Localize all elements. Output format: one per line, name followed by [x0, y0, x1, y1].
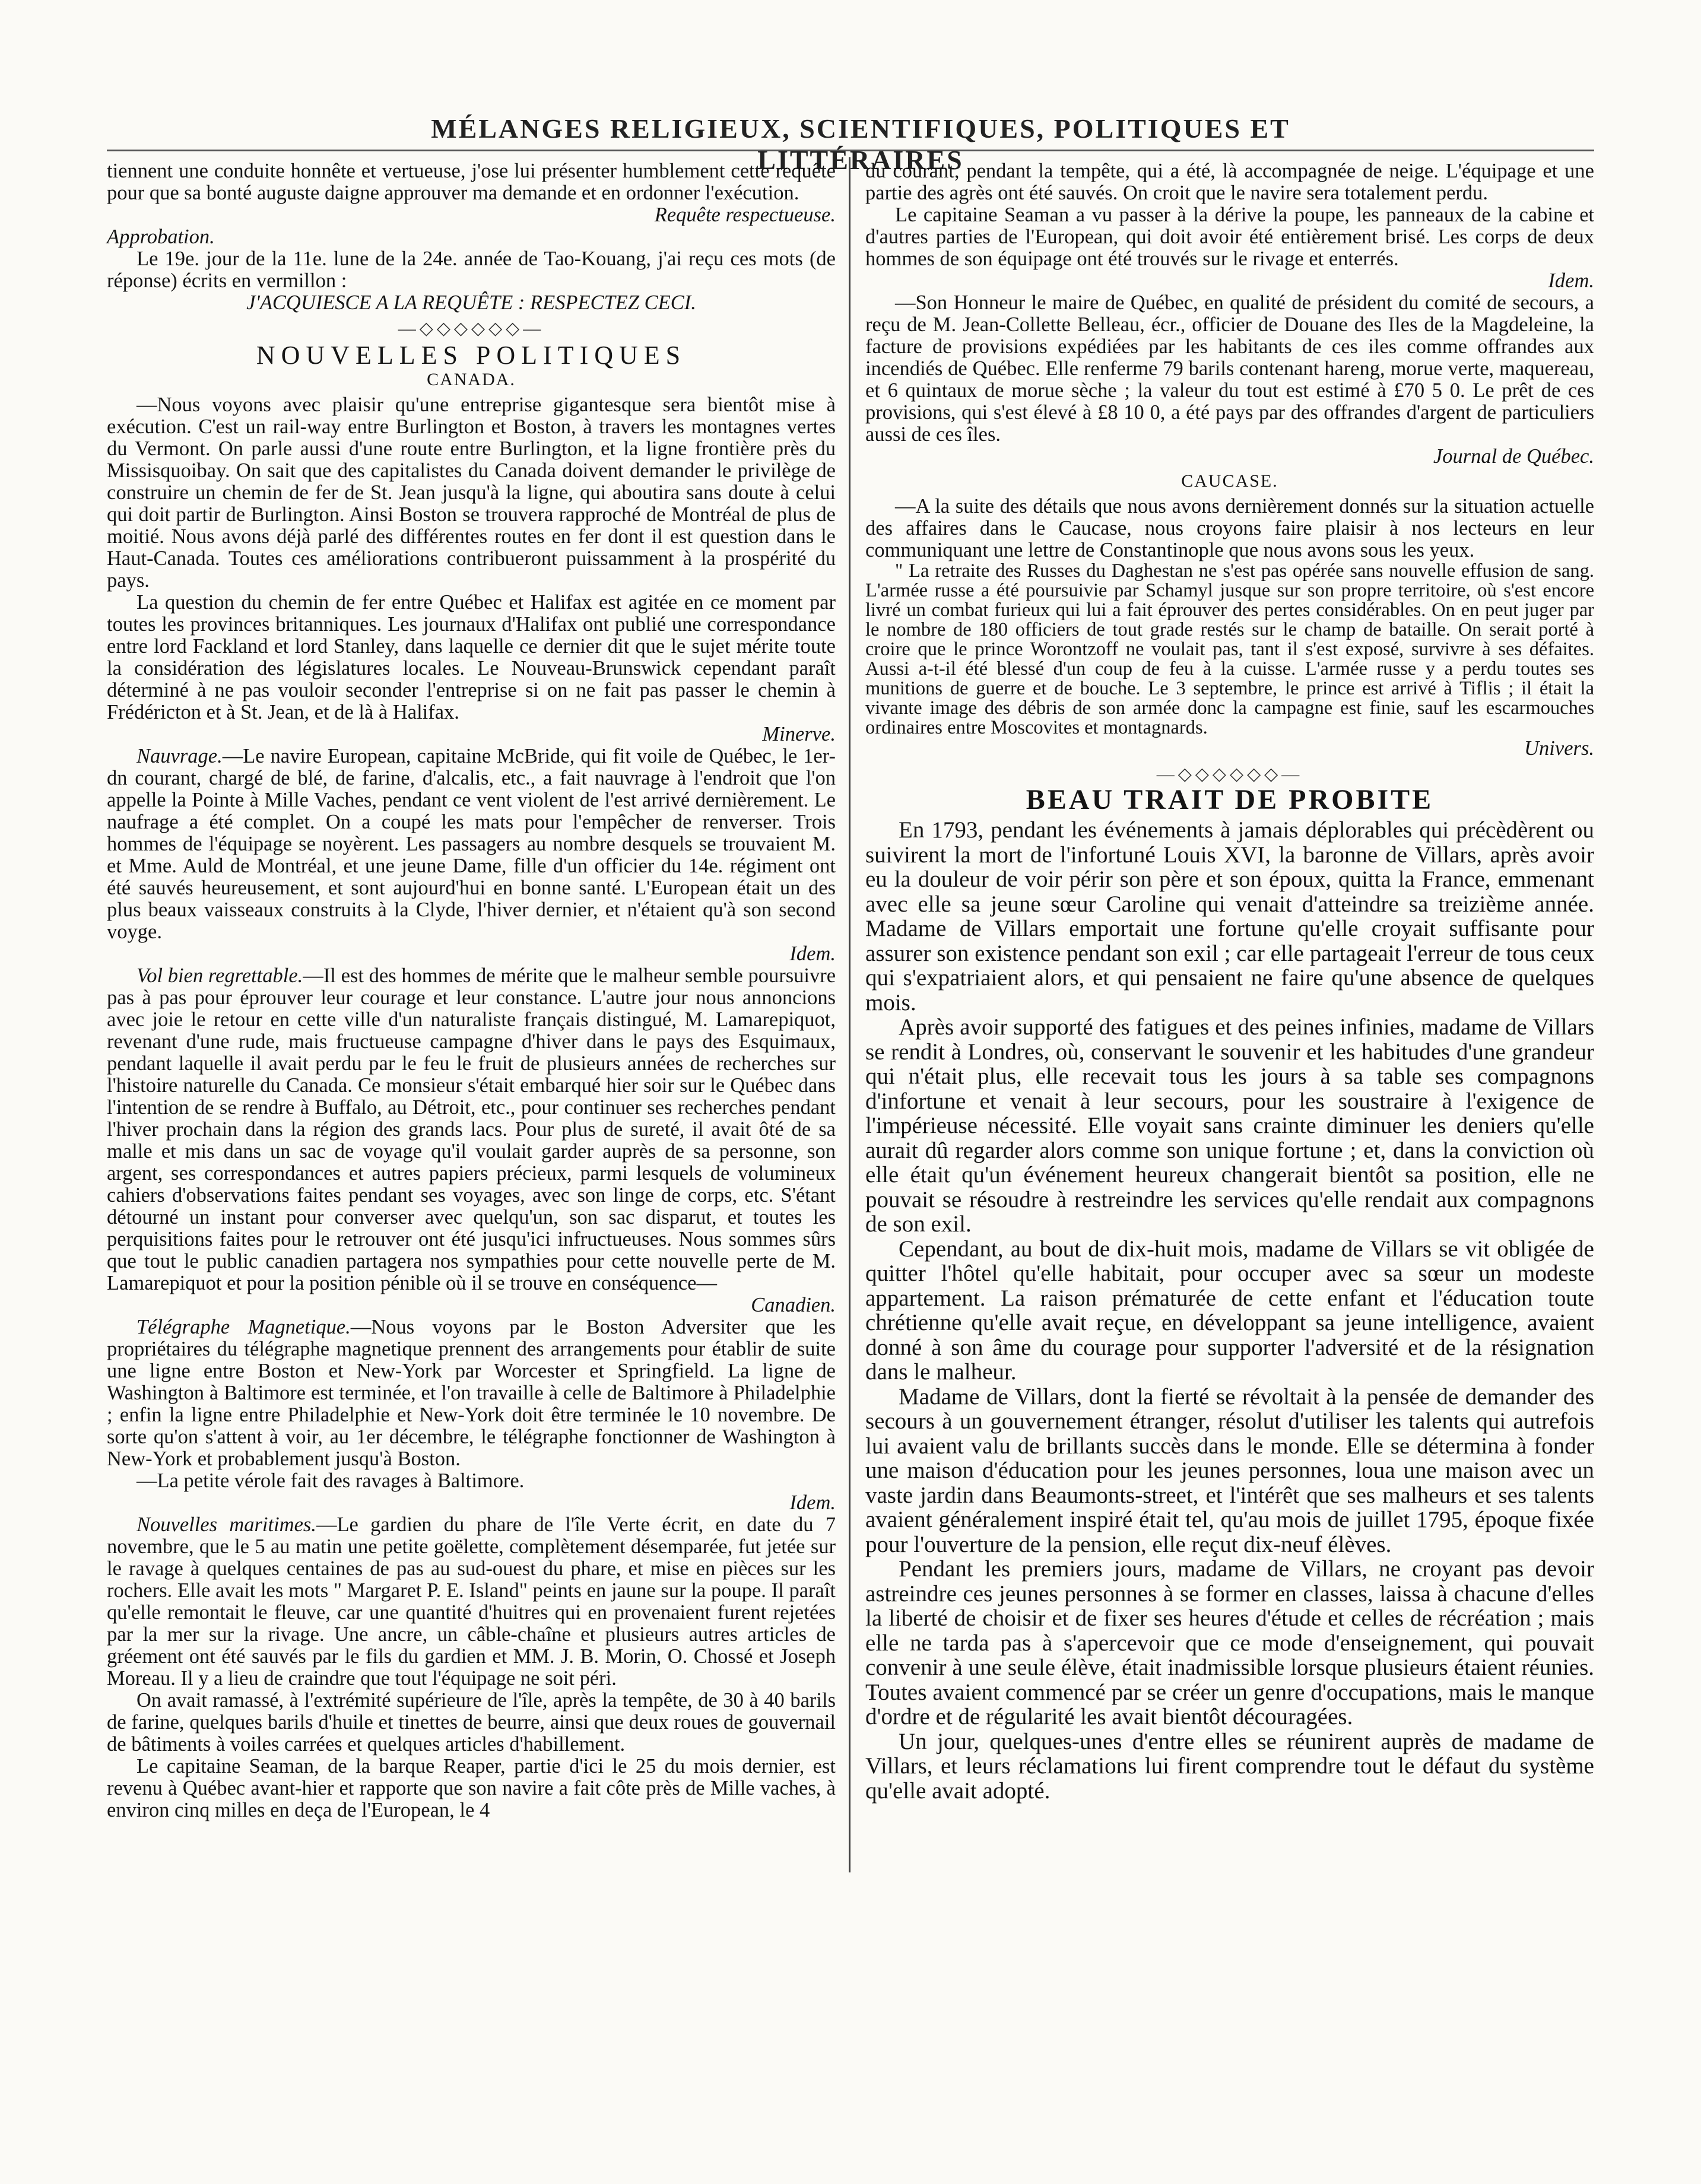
- nauvrage-label: Nauvrage.: [137, 745, 223, 767]
- article-halifax-source: Minerve.: [762, 723, 836, 745]
- article-nauvrage: [107, 745, 836, 943]
- article-caucase: —A la suite des détails que nous avons dernièrement donnés sur la situation actuelle des affaires dans le Caucase, nous croyons faire plaisir à nos lecteurs en leur communiquant une lettre de Constantinople que nous avons sous les yeux.: [865, 495, 1594, 561]
- story-paragraph: Cependant, au bout de dix-huit mois, madame de Villars se vit obligée de quitter l'hôtel qu'elle habitait, pour occuper avec sa sœur un modeste appartement. La raison prématurée de cette enfant et l'éducation toute chrétienne qu'elle avait reçue, en développant sa jeune intelligence, avaient donné à son âme du courage pour supporter l'adversité et de la résignation dans le malheur.: [865, 1236, 1594, 1385]
- story-title: BEAU TRAIT DE PROBITE: [1026, 784, 1434, 815]
- article-railway: —Nous voyons avec plaisir qu'une entreprise gigantesque sera bientôt mise à exécution. C'est un rail-way entre Burlington et Boston, à travers les montagnes vertes du Vermont. On parle aussi d'une route entre Burlington, et la ligne frontière près du Missisquoibay. On sait que des capitalistes du Canada doivent demander le privilège de construire un chemin de fer de St. Jean jusqu'à la ligne, qui aboutira sans doute à celui qui doit partir de Burlington. Ainsi Boston se trouvera rapproché de Montréal de plus de moitié. Nous avons déjà parlé des différentes routes en fer dont il est question dans le Haut-Canada. Toutes ces améliorations contribueront puissamment à la prospérité du pays.: [107, 393, 836, 592]
- maritimes-label: Nouvelles maritimes.: [137, 1513, 316, 1536]
- article-verole: —La petite vérole fait des ravages à Baltimore.: [137, 1469, 525, 1492]
- nauvrage-text: —Le navire European, capitaine McBride, qui fit voile de Québec, le 1er- dn courant, chargé de blé, de farine, d'alcalis, etc., a fait nauvrage à l'endroit que l'on appelle la Pointe à Mille Vaches, pendant ce vent violent de l'est arrivé dernièrement. Le naufrage a été complet. On a coupé les mats pour l'empêcher de renverser. Trois hommes de l'équipage se noyèrent. Les passagers au nombre desquels se trouvaient M. et Mme. Auld de Montréal, et une jeune Dame, fille d'un officier du 14e. régiment ont été sauvés heureusement, et sont aujourd'hui en bonne santé. L'European était un des plus beaux vaisseaux construits à la Clyde, l'hiver dernier, et n'étaient qu'à son second voyge.: [107, 745, 836, 943]
- ornament-divider: —◇◇◇◇◇◇—: [398, 319, 545, 338]
- column-divider: [849, 157, 850, 1872]
- petition-signature: Requête respectueuse.: [654, 204, 836, 226]
- left-column: [107, 160, 836, 1821]
- seaman-continued: du courant, pendant la tempête, qui a été, là accompagnée de neige. L'équipage et une partie des agrès ont été sauvés. On croit que le navire sera totalement perdu.: [865, 160, 1594, 204]
- article-halifax: La question du chemin de fer entre Québec et Halifax est agitée en ce moment par toutes les provinces britanniques. Les journaux d'Halifax ont publié une correspondance entre lord Fackland et lord Stanley, dans laquelle ce dernier dit que le sujet mérite toute la considération des législatures locales. Le Nouveau-Brunswick cependant paraît déterminé à ne pas vouloir seconder l'entreprise si on ne fait pas passer le chemin à Frédéricton et à St. Jean, et de là à Halifax.: [107, 591, 836, 723]
- header-rule: [107, 150, 1594, 151]
- vol-label: Vol bien regrettable.: [137, 964, 303, 987]
- article-vol: [107, 965, 836, 1294]
- story-paragraph: Pendant les premiers jours, madame de Villars, ne croyant pas devoir astreindre ces jeunes personnes à se former en classes, laissa à chacune d'elles la liberté de choisir et de fixer ses heures d'étude et celles de récréation ; mais elle ne tarda pas à s'apercevoir que ce mode d'enseignement, qui pouvait convenir à une seule élève, était inadmissible lorsque plusieurs étaient réunies. Toutes avaient commencé par se créer un genre d'occupations, mais le manque d'ordre et de régularité les avait bientôt découragées.: [865, 1556, 1594, 1729]
- story-paragraph: Madame de Villars, dont la fierté se révoltait à la pensée de demander des secours à un gouvernement étranger, résolut d'utiliser les talents qui autrefois lui avaient valu de brillants succès dans le monde. Elle se détermina à fonder une maison d'éducation pour les jeunes personnes, loua une maison avec un vaste jardin dans Beaumonts-street, et l'intérêt que ses malheurs et ses talents avaient généralement inspiré était tel, qu'au mois de juillet 1795, époque fixée pour l'ouverture de la pension, elle reçut dix-neuf élèves.: [865, 1383, 1594, 1557]
- section-title: NOUVELLES POLITIQUES: [256, 341, 687, 370]
- seaman-european: Le capitaine Seaman a vu passer à la dérive la poupe, les panneaux de la cabine et d'autres parties de l'European, qui doit avoir été entièrement brisé. Les corps de deux hommes de son équipage ont été trouvés sur le rivage et enterrés.: [865, 204, 1594, 270]
- story-paragraph: En 1793, pendant les événements à jamais déplorables qui précèdèrent ou suivirent la mort de l'infortuné Louis XVI, la baronne de Villars, après avoir eu la douleur de voir périr son père et son époux, quitta la France, emmenant avec elle sa jeune sœur Caroline qui venait d'atteindre sa treizième année. Madame de Villars emportait une fortune qu'elle croyait suffisante pour assurer son existence pendant son exil ; car elle partageait l'erreur de tous ceux qui s'expatriaient alors, et qui pensaient ne faire qu'une absence de quelques mois.: [865, 817, 1594, 1015]
- article-magdeleine: —Son Honneur le maire de Québec, en qualité de président du comité de secours, a reçu de M. Jean-Collette Belleau, écr., officier de Douane des Iles de la Magdeleine, la facture de provisions expédiées par les habitants de ces iles comme offrandes aux incendiés de Québec. Elle renferme 79 barils contenant hareng, morue verte, maquereau, et 6 quintaux de morue sèche ; la valeur du tout est estimé à £70 5 0. Le prêt de ces provisions, qui s'est élevé à £8 10 0, a été pays par des offrandes d'argent de particuliers aussi de ces îles.: [865, 291, 1594, 446]
- petition-end: tiennent une conduite honnête et vertueuse, j'ose lui présenter humblement cette requête pour que sa bonté auguste daigne approuver ma demande et en ordonner l'exécution.: [107, 160, 836, 204]
- maritimes-text: —Le gardien du phare de l'île Verte écrit, en date du 7 novembre, que le 5 au matin une petite goëlette, complètement désemparée, fut jetée sur le ravage à quelques centaines de pas au sud-ouest du phare, et mise en pièces sur les rochers. Elle avait les mots " Margaret P. E. Island" peints en jaune sur la poupe. Il paraît qu'elle remontait le fleuve, car une quantité d'huitres qui en provenaient furent rejetées par la mer sur la rivage. Une ancre, un câble-chaîne et plusieurs autres articles de gréement ont été sauvés par le fils du gardien et MM. J. B. Morin, O. Chossé et Joseph Moreau. Il y a lieu de craindre que tout l'équipage ne soit péri.: [107, 1513, 836, 1690]
- article-maritimes: [107, 1514, 836, 1690]
- story-body: [865, 818, 1594, 1803]
- telegraphe-label: Télégraphe Magnetique.: [137, 1316, 351, 1338]
- subsection-canada: CANADA.: [427, 370, 516, 389]
- article-nauvrage-source: Idem.: [789, 942, 836, 965]
- vol-text: —Il est des hommes de mérite que le malheur semble poursuivre pas à pas pour éprouver leur courage et leur constance. L'autre jour nous annoncions avec joie le retour en cette ville d'un naturaliste français distingué, M. Lamarepiquot, revenant d'une rude, mais fructueuse campagne d'hiver dans le pays des Esquimaux, pendant laquelle il avait perdu par le feu le fruit de plusieurs années de recherches sur l'histoire naturelle du Canada. Ce monsieur s'était embarqué hier soir sur le Québec dans l'intention de se rendre à Buffalo, au Détroit, etc., pour continuer ses recherches pendant l'hiver prochain dans la région des grands lacs. Pour plus de sureté, il avait ôté de sa malle et mis dans un sac de voyage qu'il voulait garder auprès de sa personne, son argent, ses correspondances et autres papiers précieux, parmi lesquels de volumineux cahiers d'observations faites pendant ses voyages, avec son linge de corps, etc. S'étant détourné un instant pour converser avec quelqu'un, son sac disparut, et toutes les perquisitions faites pour le retrouver ont été jusqu'ici infructueuses. Nous sommes sûrs que tout le public canadien partagera nos sympathies pour cette nouvelle perte de M. Lamarepiquot et pour la position pénible où il se trouve en conséquence—: [107, 964, 836, 1294]
- story-paragraph: Un jour, quelques-unes d'entre elles se réunirent auprès de madame de Villars, et leurs réclamations lui firent comprendre tout le défaut du système qu'elle avait adopté.: [865, 1728, 1594, 1804]
- running-title: MÉLANGES RELIGIEUX, SCIENTIFIQUES, POLITIQUES ET LITTÉRAIRES: [431, 113, 1290, 175]
- caucase-source: Univers.: [1524, 737, 1594, 760]
- article-verole-source: Idem.: [789, 1491, 836, 1514]
- right-column: [865, 160, 1594, 1803]
- subsection-caucase: CAUCASE.: [1181, 471, 1278, 491]
- approbation-label: Approbation.: [107, 226, 215, 248]
- approbation-text: Le 19e. jour de la 11e. lune de la 24e. année de Tao-Kouang, j'ai reçu ces mots (de réponse) écrits en vermillon :: [107, 247, 836, 292]
- article-barils: On avait ramassé, à l'extrémité supérieure de l'île, après la tempête, de 30 à 40 barils de farine, quelques barils d'huile et tinettes de beurre, ainsi que deux roues de gouvernail de bâtiments à voiles carrées et quelques articles d'habillement.: [107, 1689, 836, 1756]
- article-magdeleine-source: Journal de Québec.: [1433, 445, 1594, 468]
- caucase-letter: " La retraite des Russes du Daghestan ne s'est pas opérée sans nouvelle effusion de sang. L'armée russe a été poursuivie par Schamyl jusque sur son propre territoire, où s'est encore livré un combat furieux qui lui a fait éprouver des pertes considérables. On en peut juger par le nombre de 180 officiers de tout grade restés sur le champ de bataille. On serait porté à croire que le prince Worontzoff ne voulait pas, tant il s'est exposé, survivre à ses défaites. Aussi a-t-il été blessé d'un coup de feu à la cuisse. L'armée russe y a perdu toutes ses munitions de guerre et de bouche. Le 3 septembre, le prince est arrivé à Tiflis ; il était la vivante image des débris de son armée donc la campagne est finie, sauf les escarmouches ordinaires entre Moscovites et montagnards.: [865, 560, 1594, 738]
- article-telegraphe: [107, 1316, 836, 1470]
- story-paragraph: Après avoir supporté des fatigues et des peines infinies, madame de Villars se rendit à Londres, où, conservant le souvenir et les habitudes d'une grandeur qui n'était plus, elle recevait tous les jours à sa table ses compagnons d'infortune et venait à leur secours, pour les soustraire à l'exigence de l'impérieuse nécessité. Elle voyait sans crainte diminuer les deniers qu'elle aurait dû regarder alors comme son unique fortune ; et, dans la conviction où elle était qu'un événement heureux changerait bientôt sa position, elle ne pouvait se résoudre à restreindre les services qu'elle rendait aux compagnons de son exil.: [865, 1014, 1594, 1237]
- article-seaman: Le capitaine Seaman, de la barque Reaper, partie d'ici le 25 du mois dernier, est revenu à Québec avant-hier et rapporte que son navire a fait côte près de Mille vaches, à environ cinq milles en deça de l'European, le 4: [107, 1755, 836, 1821]
- seaman-source: Idem.: [1548, 269, 1594, 292]
- article-vol-source: Canadien.: [751, 1294, 836, 1316]
- ornament-divider-right: —◇◇◇◇◇◇—: [1156, 764, 1303, 784]
- telegraphe-text: —Nous voyons par le Boston Adversiter que les propriétaires du télégraphe magnetique prennent des arrangements pour établir de suite une ligne entre Boston et New-York par Worcester et Springfield. La ligne de Washington à Baltimore est terminée, et l'on travaille à celle de Baltimore à Philadelphie ; enfin la ligne entre Philadelphie et New-York doit être terminée le 10 novembre. De sorte qu'on s'attent à voir, au 1er décembre, le télégraphe fonctionner de Washington à New-York et probablement jusqu'à Boston.: [107, 1316, 836, 1470]
- approbation-answer: J'ACQUIESCE A LA REQUÊTE : RESPECTEZ CECI.: [246, 291, 696, 314]
